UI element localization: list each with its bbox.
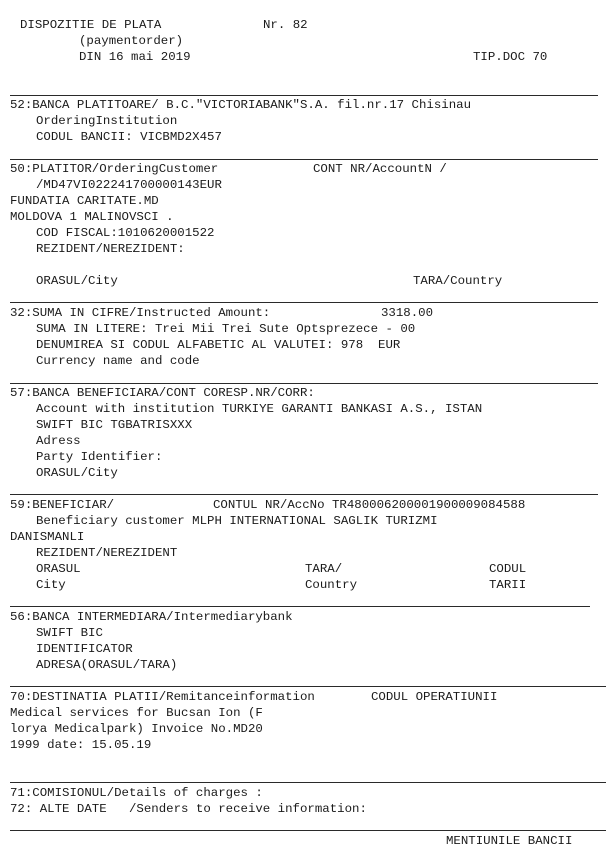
divider [10, 782, 606, 783]
payer-address: MOLDOVA 1 MALINOVSCI . [10, 210, 174, 224]
beneficiary-bank-institution: Account with institution TURKIYE GARANTI BANKASI A.S., ISTAN [36, 402, 483, 416]
amount-in-words: SUMA IN LITERE: Trei Mii Trei Sute Optsprezece - 00 [36, 322, 416, 336]
other-data: 72: ALTE DATE /Senders to receive information: [10, 802, 367, 816]
account-label: CONT NR/AccountN / [313, 162, 447, 176]
payer-resident-status: REZIDENT/NEREZIDENT: [36, 242, 185, 256]
divider [10, 302, 598, 303]
intermediary-swift: SWIFT BIC [36, 626, 103, 640]
divider [10, 159, 598, 160]
beneficiary-country-label: TARA/ [305, 562, 343, 576]
remittance-line-2: lorya Medicalpark) Invoice No.MD20 [10, 722, 263, 736]
beneficiary-city-label: ORASUL [36, 562, 81, 576]
instructed-amount: 3318.00 [381, 306, 434, 320]
document-title: DISPOZITIE DE PLATA [20, 18, 162, 32]
beneficiary-customer-continued: DANISMANLI [10, 530, 85, 544]
document-date: DIN 16 mai 2019 [79, 50, 191, 64]
beneficiary-customer: Beneficiary customer MLPH INTERNATIONAL SAGLIK TURIZMI [36, 514, 438, 528]
divider [10, 383, 598, 384]
remittance-line-3: 1999 date: 15.05.19 [10, 738, 152, 752]
beneficiary-bank-label: 57:BANCA BENEFICIARA/CONT CORESP.NR/CORR: [10, 386, 315, 400]
instructed-amount-label: 32:SUMA IN CIFRE/Instructed Amount: [10, 306, 271, 320]
bank-notes-label: MENTIUNILE BANCII [446, 834, 573, 848]
document-number: Nr. 82 [263, 18, 308, 32]
beneficiary-bank-swift: SWIFT BIC TGBATRISXXX [36, 418, 193, 432]
payer-city-label: ORASUL/City [36, 274, 118, 288]
divider [10, 830, 606, 831]
document-type: TIP.DOC 70 [473, 50, 548, 64]
remittance-info-label: 70:DESTINATIA PLATII/Remitanceinformation [10, 690, 315, 704]
payer-fiscal-code: COD FISCAL:1010620001522 [36, 226, 215, 240]
currency-label-english: Currency name and code [36, 354, 200, 368]
divider [10, 606, 590, 607]
payer-country-label: TARA/Country [413, 274, 503, 288]
payer-account: /MD47VI022241700000143EUR [36, 178, 222, 192]
intermediary-bank-label: 56:BANCA INTERMEDIARA/Intermediarybank [10, 610, 293, 624]
divider [10, 494, 598, 495]
beneficiary-country-code-label: CODUL [489, 562, 527, 576]
party-identifier: Party Identifier: [36, 450, 163, 464]
currency-code: DENUMIREA SI CODUL ALFABETIC AL VALUTEI: 978 EUR [36, 338, 401, 352]
bank-code: CODUL BANCII: VICBMD2X457 [36, 130, 222, 144]
beneficiary-country-code-label-english: TARII [489, 578, 527, 592]
ordering-bank: 52:BANCA PLATITOARE/ B.C."VICTORIABANK"S.A. fil.nr.17 Chisinau [10, 98, 472, 112]
intermediary-identifier: IDENTIFICATOR [36, 642, 133, 656]
beneficiary-resident-status: REZIDENT/NEREZIDENT [36, 546, 178, 560]
ordering-institution-label: OrderingInstitution [36, 114, 178, 128]
divider [10, 95, 598, 96]
beneficiary-bank-city: ORASUL/City [36, 466, 118, 480]
remittance-line-1: Medical services for Bucsan Ion (F [10, 706, 263, 720]
divider [10, 686, 606, 687]
beneficiary-account: CONTUL NR/AccNo TR480006200001900009084588 [213, 498, 526, 512]
intermediary-address: ADRESA(ORASUL/TARA) [36, 658, 178, 672]
beneficiary-country-label-english: Country [305, 578, 358, 592]
beneficiary-city-label-english: City [36, 578, 66, 592]
beneficiary-label: 59:BENEFICIAR/ [10, 498, 115, 512]
document-title-english: (paymentorder) [79, 34, 184, 48]
charges-details: 71:COMISIONUL/Details of charges : [10, 786, 263, 800]
ordering-customer-label: 50:PLATITOR/OrderingCustomer [10, 162, 219, 176]
beneficiary-bank-address: Adress [36, 434, 81, 448]
payer-name: FUNDATIA CARITATE.MD [10, 194, 159, 208]
operation-code-label: CODUL OPERATIUNII [371, 690, 498, 704]
